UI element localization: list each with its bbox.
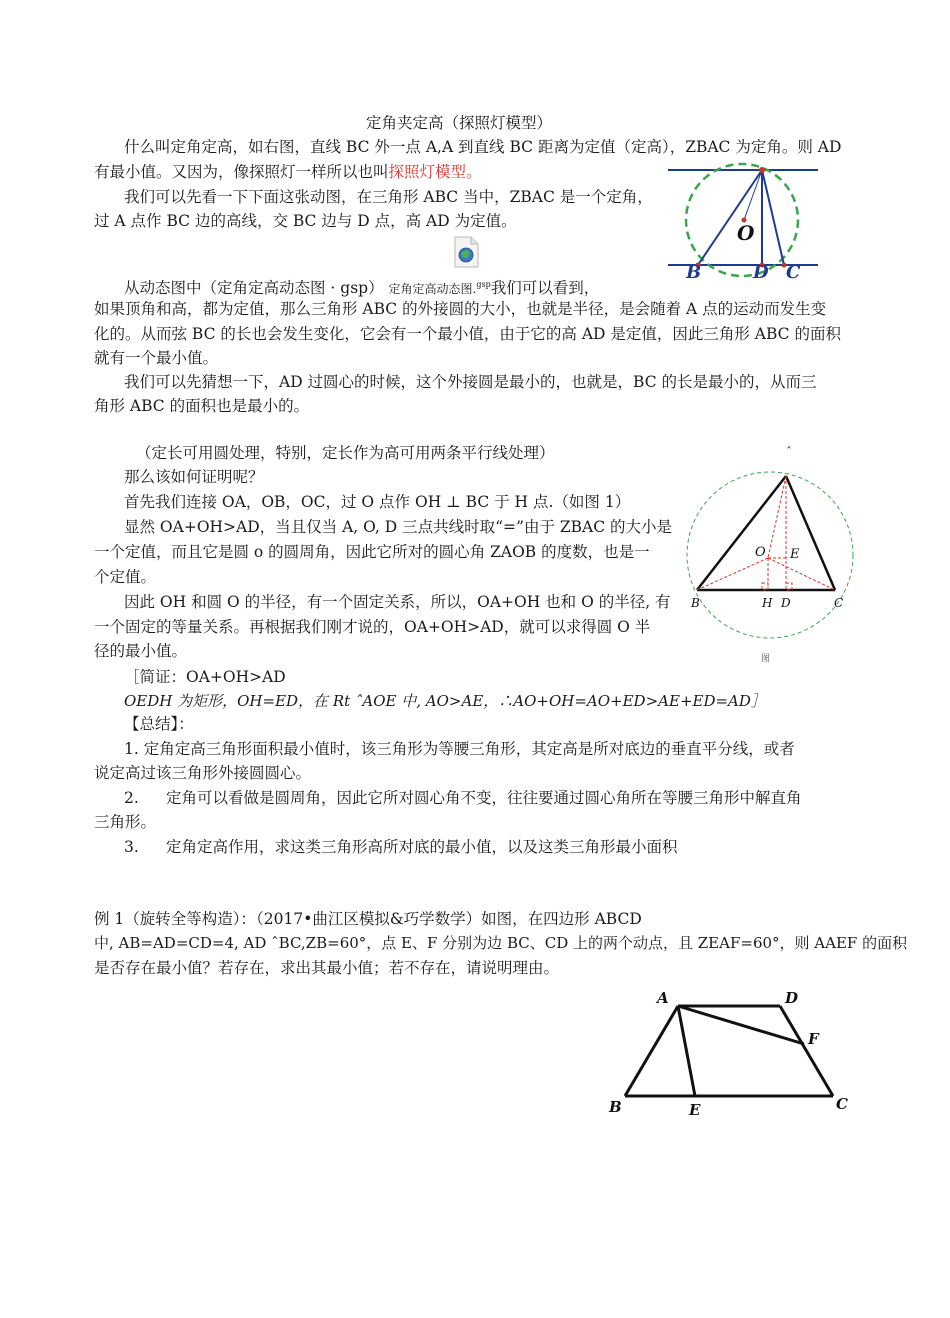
fig1-label-H: H	[762, 596, 773, 610]
proof-line-7: 因此 OH 和圆 O 的半径，有一个固定关系，所以，OA+OH 也和 O 的半径, 有	[124, 593, 671, 611]
proof-line-2: 那么该如何证明呢？	[124, 468, 264, 486]
example-line-1: 例 1（旋转全等构造）：（2017•曲江区模拟&巧学数学）如图，在四边形 ABCD	[94, 910, 642, 928]
proof-line-8: 一个固定的等量关系。再根据我们刚才说的，OA+OH>AD，就可以求得圆 O 半	[94, 618, 651, 636]
proof-line-9: 径的最小值。	[94, 642, 188, 660]
fig2-label-D: D	[785, 989, 799, 1007]
fig2-label-B: B	[609, 1098, 622, 1116]
proof-line-3: 首先我们连接 OA，OB，OC，过 O 点作 OH ⊥ BC 于 H 点.（如图 1）	[124, 493, 631, 511]
example-line-2: 中, AB=AD=CD=4, AD ˆBC,ZB=60°，点 E、F 分别为边 BC、CD 上的两个动点，且 ZEAF=60°，则 AAEF 的面积	[94, 934, 908, 952]
summary-heading: 【总结】：	[124, 715, 194, 733]
figure-1	[683, 440, 863, 665]
fig2-label-A: A	[657, 989, 669, 1007]
fig2-label-F: F	[808, 1030, 819, 1048]
fig2-label-C: C	[836, 1095, 848, 1113]
figure-searchlight	[662, 160, 822, 283]
proof-line-6: 个定值。	[94, 568, 157, 586]
gsp-file-link[interactable]: 定角定高动态图.	[388, 282, 477, 297]
summary-1a: 1. 定角定高三角形面积最小值时，该三角形为等腰三角形，其定高是所对底边的垂直平分线，或者	[124, 740, 795, 758]
fig1-label-A: ˆ	[786, 445, 792, 459]
summary-1b: 说定高过该三角形外接圆圆心。	[94, 764, 312, 782]
label-O: O	[737, 221, 755, 245]
intro-line-9: 我们可以先猜想一下，AD 过圆心的时候，这个外接圆是最小的，也就是，BC 的长是最小的，从而三	[124, 373, 817, 391]
summary-2-num: 2.	[124, 789, 139, 807]
searchlight-model-link[interactable]: 探照灯模型。	[388, 163, 482, 181]
proof-line-5: 一个定值，而且它是圆 o 的圆周角，因此它所对的圆心角 ZAOB 的度数，也是一	[94, 543, 650, 561]
proof-line-10: ［简证：OA+OH>AD	[124, 668, 286, 686]
summary-3a: 定角定高作用，求这类三角形高所对底的最小值，以及这类三角形最小面积	[166, 838, 678, 856]
intro-line-6: 如果顶角和高，都为定值，那么三角形 ABC 的外接圆的大小，也就是半径，是会随着 A 点的运动而发生变	[94, 300, 827, 318]
intro-line-10: 角形 ABC 的面积也是最小的。	[94, 397, 310, 415]
fig1-label-B: B	[691, 596, 700, 610]
intro-line-1: 什么叫定角定高，如右图，直线 BC 外一点 A,A 到直线 BC 距离为定值（定高），ZBAC 为定角。则 AD	[124, 138, 842, 156]
fig1-caption: 图	[761, 654, 771, 664]
intro-line-7: 化的。从而弦 BC 的长也会发生变化，它会有一个最小值，由于它的高 AD 是定值，因此三角形 ABC 的面积	[94, 325, 841, 343]
gsp-file-icon[interactable]	[452, 236, 480, 268]
fig1-label-E: E	[790, 547, 800, 562]
figure-quadrilateral	[604, 988, 854, 1118]
label-C: C	[786, 262, 801, 283]
intro-line-3: 我们可以先看一下下面这张动图，在三角形 ABC 当中，ZBAC 是一个定角，	[124, 188, 653, 206]
fig1-label-C: C	[834, 596, 844, 610]
intro-line-5	[124, 274, 599, 300]
proof-line-4: 显然 OA+OH>AD，当且仅当 A, O, D 三点共线时取“=”由于 ZBAC 的大小是	[124, 518, 673, 536]
gsp-caption: 从动态图中（定角定高动态图 · gsp）	[124, 279, 384, 298]
intro-line-2	[94, 161, 482, 183]
label-B: B	[686, 262, 702, 283]
fig1-label-D: D	[781, 596, 791, 610]
proof-line-1: （定长可用圆处理，特别，定长作为高可用两条平行线处理）	[136, 444, 555, 462]
fig1-label-O: O	[755, 545, 766, 560]
intro-line-2-text: 有最小值。又因为，像探照灯一样所以也叫	[94, 163, 389, 181]
label-D: D	[753, 262, 769, 283]
intro-line-8: 就有一个最小值。	[94, 349, 219, 367]
summary-2a: 定角可以看做是圆周角，因此它所对圆心角不变，往往要通过圆心角所在等腰三角形中解直角	[166, 789, 802, 807]
gsp-continue-text: 我们可以看到，	[490, 279, 600, 298]
fig2-label-E: E	[689, 1101, 701, 1119]
gsp-file-ext: gsp	[476, 280, 491, 289]
intro-line-4: 过 A 点作 BC 边的高线，交 BC 边与 D 点，高 AD 为定值。	[94, 212, 517, 230]
example-line-3: 是否存在最小值？若存在，求出其最小值；若不存在，请说明理由。	[94, 959, 560, 977]
page-title: 定角夹定高（探照灯模型）	[366, 114, 553, 132]
summary-3-num: 3.	[124, 838, 139, 856]
proof-line-11: OEDH 为矩形，OH=ED，在 Rt ˆAOE 中, AO>AE，∴AO+OH=AO+ED>AE+ED=AD］	[124, 692, 766, 710]
summary-2b: 三角形。	[94, 813, 157, 831]
